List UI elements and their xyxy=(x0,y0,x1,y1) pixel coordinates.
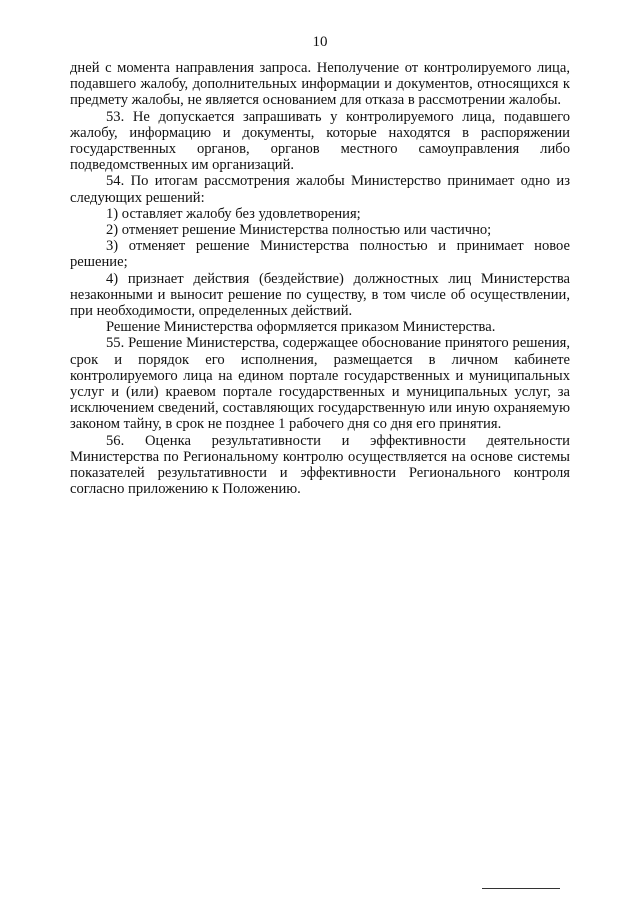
paragraph: дней с момента направления запроса. Неполучение от контролируемого лица, подавшего жалобу, дополнительных информации и документов, относящихся к предмету жалобы, не является основанием для отказа в рассмотрении жалобы. xyxy=(70,60,570,109)
paragraph: 53. Не допускается запрашивать у контролируемого лица, подавшего жалобу, информацию и документы, которые находятся в распоряжении государственных органов, органов местного самоуправления либо подведомственных им организаций. xyxy=(70,108,570,174)
paragraph: 3) отменяет решение Министерства полностью и принимает новое решение; xyxy=(70,238,570,271)
footer-rule xyxy=(482,888,560,889)
paragraph: 2) отменяет решение Министерства полностью или частично; xyxy=(106,222,492,239)
paragraph: 54. По итогам рассмотрения жалобы Министерство принимает одно из следующих решений: xyxy=(70,173,570,206)
page-number: 10 xyxy=(312,34,328,50)
paragraph: 55. Решение Министерства, содержащее обоснование принятого решения, срок и порядок его исполнения, размещается в личном кабинете контролируемого лица на едином портале государственных и муниципальных услуг и (или) краевом портале государственных и муниципальных услуг, за исключением сведений, составляющих государственную или иную охраняемую законом тайну, в срок не позднее 1 рабочего дня со дня его принятия. xyxy=(70,335,570,433)
paragraph: 4) признает действия (бездействие) должностных лиц Министерства незаконными и выносит решение по существу, в том числе об осуществлении, при необходимости, определенных действий. xyxy=(70,270,570,320)
paragraph: 1) оставляет жалобу без удовлетворения; xyxy=(106,205,361,222)
paragraph: 56. Оценка результативности и эффективности деятельности Министерства по Региональному контролю осуществляется на основе системы показателей результативности и эффективности Регионального контроля согласно приложению к Положению. xyxy=(70,432,570,498)
document-body xyxy=(70,60,570,497)
paragraph: Решение Министерства оформляется приказом Министерства. xyxy=(106,319,496,336)
